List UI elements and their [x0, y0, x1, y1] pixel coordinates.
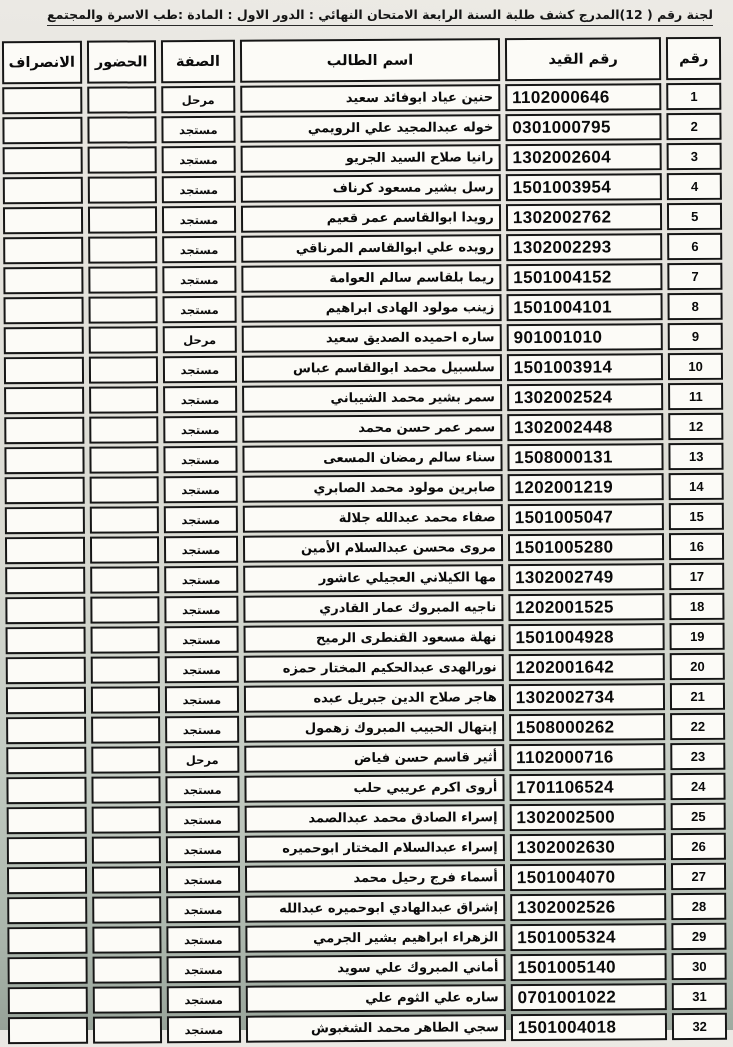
status-cell: مستجد — [165, 716, 239, 743]
registration-number-cell: 1202001525 — [508, 593, 665, 621]
attendance-cell — [92, 956, 161, 983]
table-body — [2, 83, 727, 1044]
attendance-cell — [91, 776, 160, 803]
student-row — [7, 893, 726, 924]
status-cell: مستجد — [166, 986, 240, 1013]
departure-cell — [5, 477, 85, 504]
registration-number-cell: 1302002293 — [506, 233, 663, 261]
departure-cell — [4, 387, 84, 414]
row-number-cell: 6 — [668, 233, 723, 260]
student-name-cell: رانيا صلاح السيد الجريو — [241, 144, 501, 173]
registration-number-cell: 1501005280 — [508, 533, 665, 561]
registration-number-cell: 1102000716 — [509, 743, 666, 771]
attendance-cell — [87, 146, 156, 173]
registration-number-cell: 1501004070 — [510, 863, 667, 891]
student-row — [7, 833, 726, 864]
attendance-cell — [89, 386, 158, 413]
status-cell: مستجد — [164, 656, 238, 683]
registration-number-cell: 1501005324 — [510, 923, 667, 951]
student-row — [7, 803, 726, 834]
attendance-cell — [89, 536, 158, 563]
table-header — [2, 37, 721, 84]
student-row — [6, 653, 725, 684]
student-name-cell: ساره علي الثوم علي — [246, 984, 506, 1013]
departure-cell — [4, 327, 84, 354]
student-row — [3, 263, 722, 294]
student-name-cell: مروى محسن عبدالسلام الأمين — [243, 534, 503, 563]
row-number-cell: 10 — [668, 353, 723, 380]
row-number-cell: 27 — [671, 863, 726, 890]
row-number-cell: 29 — [672, 923, 727, 950]
registration-number-cell: 1302002604 — [505, 143, 662, 171]
student-row — [3, 143, 722, 174]
attendance-cell — [89, 506, 158, 533]
student-row — [4, 413, 723, 444]
student-name-cell: سلسبيل محمد ابوالقاسم عباس — [242, 354, 502, 383]
departure-cell — [7, 927, 87, 954]
students-table — [0, 34, 732, 1047]
row-number-cell: 24 — [671, 773, 726, 800]
registration-number-cell: 1501004928 — [508, 623, 665, 651]
registration-number-cell: 1302002630 — [510, 833, 667, 861]
departure-cell — [5, 507, 85, 534]
status-cell: مستجد — [166, 926, 240, 953]
departure-cell — [3, 147, 83, 174]
student-row — [4, 443, 723, 474]
registration-number-cell: 0701001022 — [511, 983, 668, 1011]
student-row — [3, 203, 722, 234]
student-name-cell: حنين عياد ابوفائد سعيد — [240, 84, 500, 113]
col-header-status: الصفة — [161, 40, 236, 83]
status-cell: مستجد — [163, 416, 237, 443]
attendance-cell — [88, 296, 157, 323]
student-row — [6, 713, 725, 744]
row-number-cell: 8 — [668, 293, 723, 320]
departure-cell — [4, 417, 84, 444]
departure-cell — [2, 117, 82, 144]
attendance-cell — [89, 476, 158, 503]
student-name-cell: صفاء محمد عبدالله جلالة — [243, 504, 503, 533]
status-cell: مستجد — [166, 956, 240, 983]
departure-cell — [7, 897, 87, 924]
status-cell: مستجد — [162, 176, 236, 203]
departure-cell — [2, 87, 82, 114]
student-row — [3, 173, 722, 204]
status-cell: مستجد — [164, 536, 238, 563]
status-cell: مستجد — [163, 356, 237, 383]
student-name-cell: سناء سالم رمضان المسعى — [242, 444, 502, 473]
student-name-cell: رويده علي ابوالقاسم المرناقي — [241, 234, 501, 263]
student-row — [8, 1013, 727, 1044]
registration-number-cell: 1302002526 — [510, 893, 667, 921]
student-row — [8, 983, 727, 1014]
status-cell: مستجد — [164, 506, 238, 533]
student-name-cell: صابرين مولود محمد الصابري — [243, 474, 503, 503]
attendance-cell — [87, 116, 156, 143]
student-row — [5, 593, 724, 624]
departure-cell — [3, 267, 83, 294]
col-header-attendance: الحضور — [86, 40, 155, 83]
student-name-cell: أسماء فرج رحيل محمد — [245, 864, 505, 893]
row-number-cell: 11 — [668, 383, 723, 410]
student-name-cell: سمر بشير محمد الشيباني — [242, 384, 502, 413]
status-cell: مستجد — [166, 896, 240, 923]
student-name-cell: أثير قاسم حسن فياض — [244, 744, 504, 773]
col-header-student-name: اسم الطالب — [240, 38, 500, 83]
student-row — [8, 953, 727, 984]
registration-number-cell: 1501004018 — [511, 1013, 668, 1041]
attendance-cell — [88, 236, 157, 263]
registration-number-cell: 1302002734 — [509, 683, 666, 711]
col-header-departure: الانصراف — [2, 41, 82, 84]
status-cell: مستجد — [166, 836, 240, 863]
student-name-cell: أروى اكرم عريبي حلب — [244, 774, 504, 803]
student-name-cell: سمر عمر حسن محمد — [242, 414, 502, 443]
attendance-cell — [89, 446, 158, 473]
attendance-cell — [90, 566, 159, 593]
registration-number-cell: 1508000131 — [507, 443, 664, 471]
departure-cell — [6, 777, 86, 804]
attendance-cell — [92, 926, 161, 953]
student-name-cell: مها الكيلاني العجيلي عاشور — [243, 564, 503, 593]
status-cell: مستجد — [163, 476, 237, 503]
row-number-cell: 30 — [672, 953, 727, 980]
departure-cell — [7, 807, 87, 834]
departure-cell — [8, 1017, 88, 1044]
student-row — [4, 323, 723, 354]
status-cell: مستجد — [161, 116, 235, 143]
attendance-cell — [87, 86, 156, 113]
registration-number-cell: 1701106524 — [509, 773, 666, 801]
student-name-cell: هاجر صلاح الدين جبريل عبده — [244, 684, 504, 713]
student-name-cell: نهلة مسعود القنطرى الرميح — [244, 624, 504, 653]
student-name-cell: إبتهال الحبيب المبروك زهمول — [244, 714, 504, 743]
student-name-cell: ناجيه المبروك عمار القادري — [243, 594, 503, 623]
row-number-cell: 1 — [667, 83, 722, 110]
registration-number-cell: 1302002500 — [509, 803, 666, 831]
status-cell: مستجد — [164, 566, 238, 593]
row-number-cell: 14 — [669, 473, 724, 500]
row-number-cell: 26 — [671, 833, 726, 860]
row-number-cell: 18 — [670, 593, 725, 620]
attendance-cell — [90, 596, 159, 623]
student-name-cell: إشراق عبدالهادي ابوحميره عبدالله — [245, 894, 505, 923]
status-cell: مستجد — [167, 1016, 241, 1043]
student-row — [6, 743, 725, 774]
registration-number-cell: 1202001219 — [507, 473, 664, 501]
departure-cell — [6, 687, 86, 714]
header-row — [2, 37, 721, 84]
departure-cell — [6, 717, 86, 744]
attendance-cell — [90, 686, 159, 713]
row-number-cell: 21 — [670, 683, 725, 710]
status-cell: مستجد — [161, 146, 235, 173]
departure-cell — [6, 627, 86, 654]
student-row — [3, 233, 722, 264]
departure-cell — [3, 237, 83, 264]
registration-number-cell: 1501005047 — [508, 503, 665, 531]
registration-number-cell: 1501004101 — [506, 293, 663, 321]
attendance-cell — [92, 986, 161, 1013]
student-row — [5, 473, 724, 504]
registration-number-cell: 0301000795 — [505, 113, 662, 141]
status-cell: مستجد — [164, 596, 238, 623]
status-cell: مستجد — [165, 806, 239, 833]
row-number-cell: 23 — [671, 743, 726, 770]
student-row — [4, 383, 723, 414]
student-row — [2, 83, 721, 114]
departure-cell — [8, 957, 88, 984]
status-cell: مستجد — [164, 626, 238, 653]
student-name-cell: رويدا ابوالقاسم عمر قعيم — [241, 204, 501, 233]
row-number-cell: 19 — [670, 623, 725, 650]
registration-number-cell: 1302002749 — [508, 563, 665, 591]
departure-cell — [7, 837, 87, 864]
student-row — [2, 113, 721, 144]
attendance-cell — [90, 656, 159, 683]
student-row — [6, 773, 725, 804]
departure-cell — [4, 447, 84, 474]
row-number-cell: 2 — [667, 113, 722, 140]
row-number-cell: 16 — [669, 533, 724, 560]
registration-number-cell: 1102000646 — [505, 83, 662, 111]
student-row — [5, 533, 724, 564]
status-cell: مستجد — [166, 866, 240, 893]
student-name-cell: ساره احميده الصديق سعيد — [242, 324, 502, 353]
departure-cell — [6, 747, 86, 774]
student-row — [6, 683, 725, 714]
attendance-cell — [87, 206, 156, 233]
departure-cell — [6, 657, 86, 684]
status-cell: مستجد — [163, 446, 237, 473]
attendance-cell — [92, 866, 161, 893]
student-row — [7, 863, 726, 894]
status-cell: مرحل — [162, 326, 236, 353]
col-header-registration: رقم القيد — [505, 37, 662, 81]
departure-cell — [5, 597, 85, 624]
status-cell: مستجد — [162, 206, 236, 233]
status-cell: مستجد — [165, 686, 239, 713]
col-header-number: رقم — [666, 37, 721, 80]
row-number-cell: 3 — [667, 143, 722, 170]
status-cell: مستجد — [162, 266, 236, 293]
student-row — [4, 353, 723, 384]
student-name-cell: رسل بشير مسعود كرناف — [241, 174, 501, 203]
student-name-cell: سجي الطاهر محمد الشغبوش — [246, 1014, 506, 1043]
status-cell: مستجد — [165, 776, 239, 803]
departure-cell — [5, 567, 85, 594]
status-cell: مرحل — [165, 746, 239, 773]
row-number-cell: 5 — [667, 203, 722, 230]
student-row — [4, 293, 723, 324]
row-number-cell: 9 — [668, 323, 723, 350]
attendance-cell — [91, 806, 160, 833]
attendance-cell — [91, 716, 160, 743]
status-cell: مرحل — [161, 86, 235, 113]
student-name-cell: ريما بلقاسم سالم العوامة — [241, 264, 501, 293]
departure-cell — [5, 537, 85, 564]
registration-number-cell: 1501003954 — [506, 173, 663, 201]
registration-number-cell: 1501004152 — [506, 263, 663, 291]
student-name-cell: خوله عبدالمجيد علي الرويمي — [240, 114, 500, 143]
registration-number-cell: 1302002448 — [507, 413, 664, 441]
student-row — [7, 923, 726, 954]
attendance-cell — [88, 266, 157, 293]
departure-cell — [3, 177, 83, 204]
row-number-cell: 17 — [670, 563, 725, 590]
departure-cell — [8, 987, 88, 1014]
student-name-cell: الزهراء ابراهيم بشير الجرمي — [245, 924, 505, 953]
registration-number-cell: 1508000262 — [509, 713, 666, 741]
row-number-cell: 4 — [667, 173, 722, 200]
row-number-cell: 28 — [672, 893, 727, 920]
row-number-cell: 25 — [671, 803, 726, 830]
attendance-cell — [87, 176, 156, 203]
attendance-cell — [91, 836, 160, 863]
departure-cell — [4, 357, 84, 384]
student-row — [5, 503, 724, 534]
departure-cell — [7, 867, 87, 894]
row-number-cell: 7 — [668, 263, 723, 290]
sheet-title: لجنة رقم ( 12)المدرج كشف طلبة السنة الرابعة الامتحان النهائي : الدور الاول : المادة :طب الاسرة والمجتمع — [47, 7, 713, 26]
student-name-cell: إسراء الصادق محمد عبدالصمد — [245, 804, 505, 833]
attendance-cell — [88, 356, 157, 383]
registration-number-cell: 1501003914 — [507, 353, 664, 381]
registration-number-cell: 1302002762 — [506, 203, 663, 231]
status-cell: مستجد — [162, 236, 236, 263]
row-number-cell: 32 — [672, 1013, 727, 1040]
registration-number-cell: 901001010 — [506, 323, 663, 351]
row-number-cell: 20 — [670, 653, 725, 680]
attendance-cell — [90, 626, 159, 653]
registration-number-cell: 1501005140 — [510, 953, 667, 981]
row-number-cell: 13 — [669, 443, 724, 470]
departure-cell — [4, 297, 84, 324]
row-number-cell: 12 — [669, 413, 724, 440]
student-row — [6, 623, 725, 654]
departure-cell — [3, 207, 83, 234]
registration-number-cell: 1202001642 — [509, 653, 666, 681]
student-name-cell: إسراء عبدالسلام المختار ابوحميره — [245, 834, 505, 863]
status-cell: مستجد — [163, 386, 237, 413]
registration-number-cell: 1302002524 — [507, 383, 664, 411]
row-number-cell: 15 — [669, 503, 724, 530]
row-number-cell: 22 — [670, 713, 725, 740]
attendance-cell — [89, 416, 158, 443]
student-name-cell: أماني المبروك علي سويد — [246, 954, 506, 983]
status-cell: مستجد — [162, 296, 236, 323]
student-name-cell: نورالهدى عبدالحكيم المختار حمزه — [244, 654, 504, 683]
student-name-cell: زينب مولود الهادى ابراهيم — [242, 294, 502, 323]
row-number-cell: 31 — [672, 983, 727, 1010]
student-row — [5, 563, 724, 594]
attendance-cell — [88, 326, 157, 353]
attendance-cell — [92, 896, 161, 923]
attendance-cell — [91, 746, 160, 773]
